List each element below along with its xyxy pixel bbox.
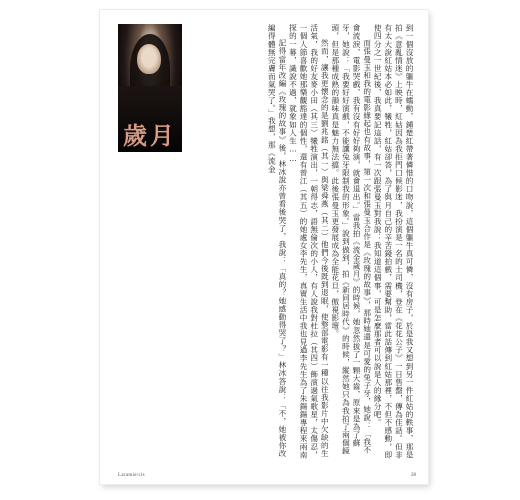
page-number: 28 <box>411 473 416 478</box>
footer-left: Laramie/cis <box>118 473 145 478</box>
photo-face-shape <box>137 44 161 74</box>
article-body <box>266 24 414 462</box>
page <box>100 10 428 484</box>
article-paragraph: 記得當年改編《玫瑰的故事》後，林冰說亦曾看後哭了，我說：「真的？她感動得哭了？」林冰答說：「不，她被你改編得體無完膚而氣哭了。」我想，那《流金 <box>267 24 287 458</box>
article-paragraph: 然而，讓我更懷念的是劉兆銘（其一）與梁舜燕（其二）他們今後既到退眠，使整部電影有一種以往我影片中欠缺的生活氣，我的好友麥小田（其三）犧牲演出，一朝得志，語無倫次的小人，有人說我對杜拉（其四）飾演過氣歌星，太傷忍，一個人節喜歡她那樂觀豁達的個性，還有曾江（其五）的她處女李先生，真實生活中我也見過李先生為了朱鍚鍚專程來兩南探的一幕，識說不過，就象如人生…… <box>288 24 330 459</box>
photo-caption: 歲月 <box>123 120 177 150</box>
article-paragraph: 到一個沒放的軀牛在蠕動，鍾楚紅帶著憐惜的口吻說，這個軀牛真可憐，沒有房子，於是我又想到另一件紅姑的軼事，那是拍《意亂情迷》上映時，紅姑因為我拒門口候影迷，我扮演是一名的士司機，登在《花花公子》一日售罄，傳為佳話。但非有太大說紅姑本必如此，犧牲，紅姑卻答，為了與月自己的辛苦錢拍戲，需要幫助，當此話傳到紅姑那裡，不但不感動，即使四分之一世紀後，我真要記這話，有一次跟張曼玉對我說：我知道這個事，可是怎麼那者可以說是人的緣分吧。 <box>373 24 414 459</box>
article-paragraph: 而張曼玉和我的電影緣起也有故事，第一次和張曼玉合作是《玫瑰的故事》，那時她還是可愛的兔子牙，她說：「我不會流淚，電影哭戲，我有沒有好好夠演，就會退出。」當我拍《流金歲月》的時候，她忽然拔了一顆大齒，原來是為了蘇牙，她說：「我要好好演戲，不能讓兔牙限制我的形象。」說到做到，拍《新同居時代》的時候，縱然她只為我拍了兩個鏡頭，但是那種成熟的韻味真是魅力無法擋。此後張曼玉更發展成為全能花旦，傲視影壇。 <box>330 24 372 455</box>
